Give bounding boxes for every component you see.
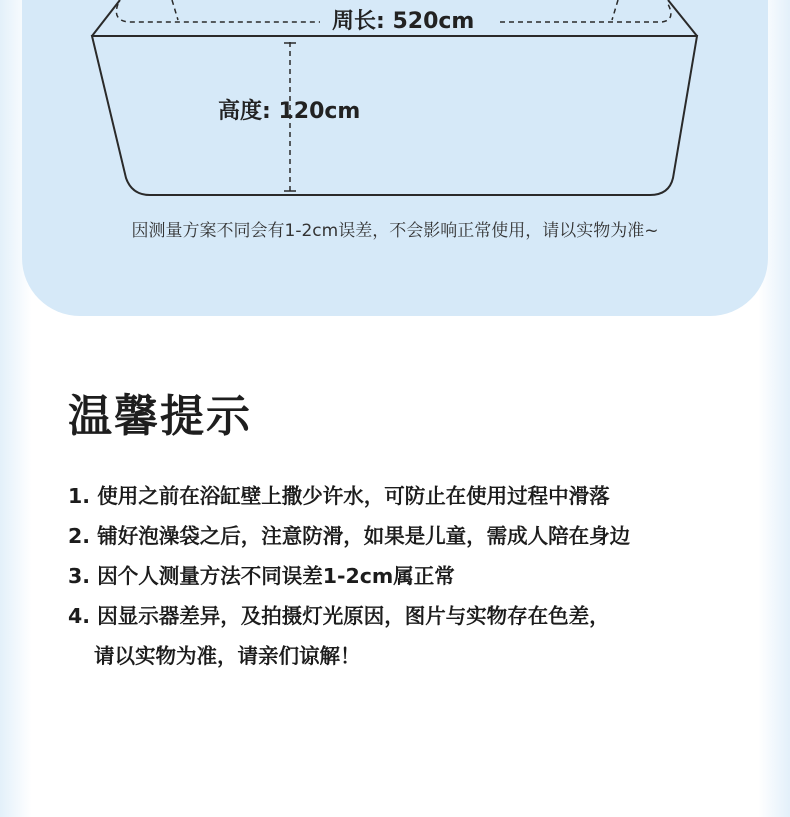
tip-item-4-continuation: 请以实物为准，请亲们谅解！: [94, 644, 361, 668]
perimeter-label: 周长: 520cm: [328, 4, 478, 35]
height-label: 高度: 120cm: [218, 99, 361, 124]
tip-item-1: 1. 使用之前在浴缸壁上撒少许水，可防止在使用过程中滑落: [68, 484, 610, 508]
measurement-note: 因测量方案不同会有1-2cm误差，不会影响正常使用，请以实物为准~: [131, 221, 659, 241]
tip-item-2: 2. 铺好泡澡袋之后，注意防滑，如果是儿童，需成人陪在身边: [68, 524, 631, 548]
tips-title: 温馨提示: [68, 391, 252, 442]
inner-dashed-corner-left: [172, 0, 178, 20]
tub-body: [92, 36, 697, 195]
tip-item-4: 4. 因显示器差异，及拍摄灯光原因，图片与实物存在色差，: [68, 604, 610, 628]
inner-dashed-corner-right: [612, 0, 618, 20]
tips-list: [68, 476, 768, 676]
tip-item-3: 3. 因个人测量方法不同误差1-2cm属正常: [68, 564, 455, 588]
